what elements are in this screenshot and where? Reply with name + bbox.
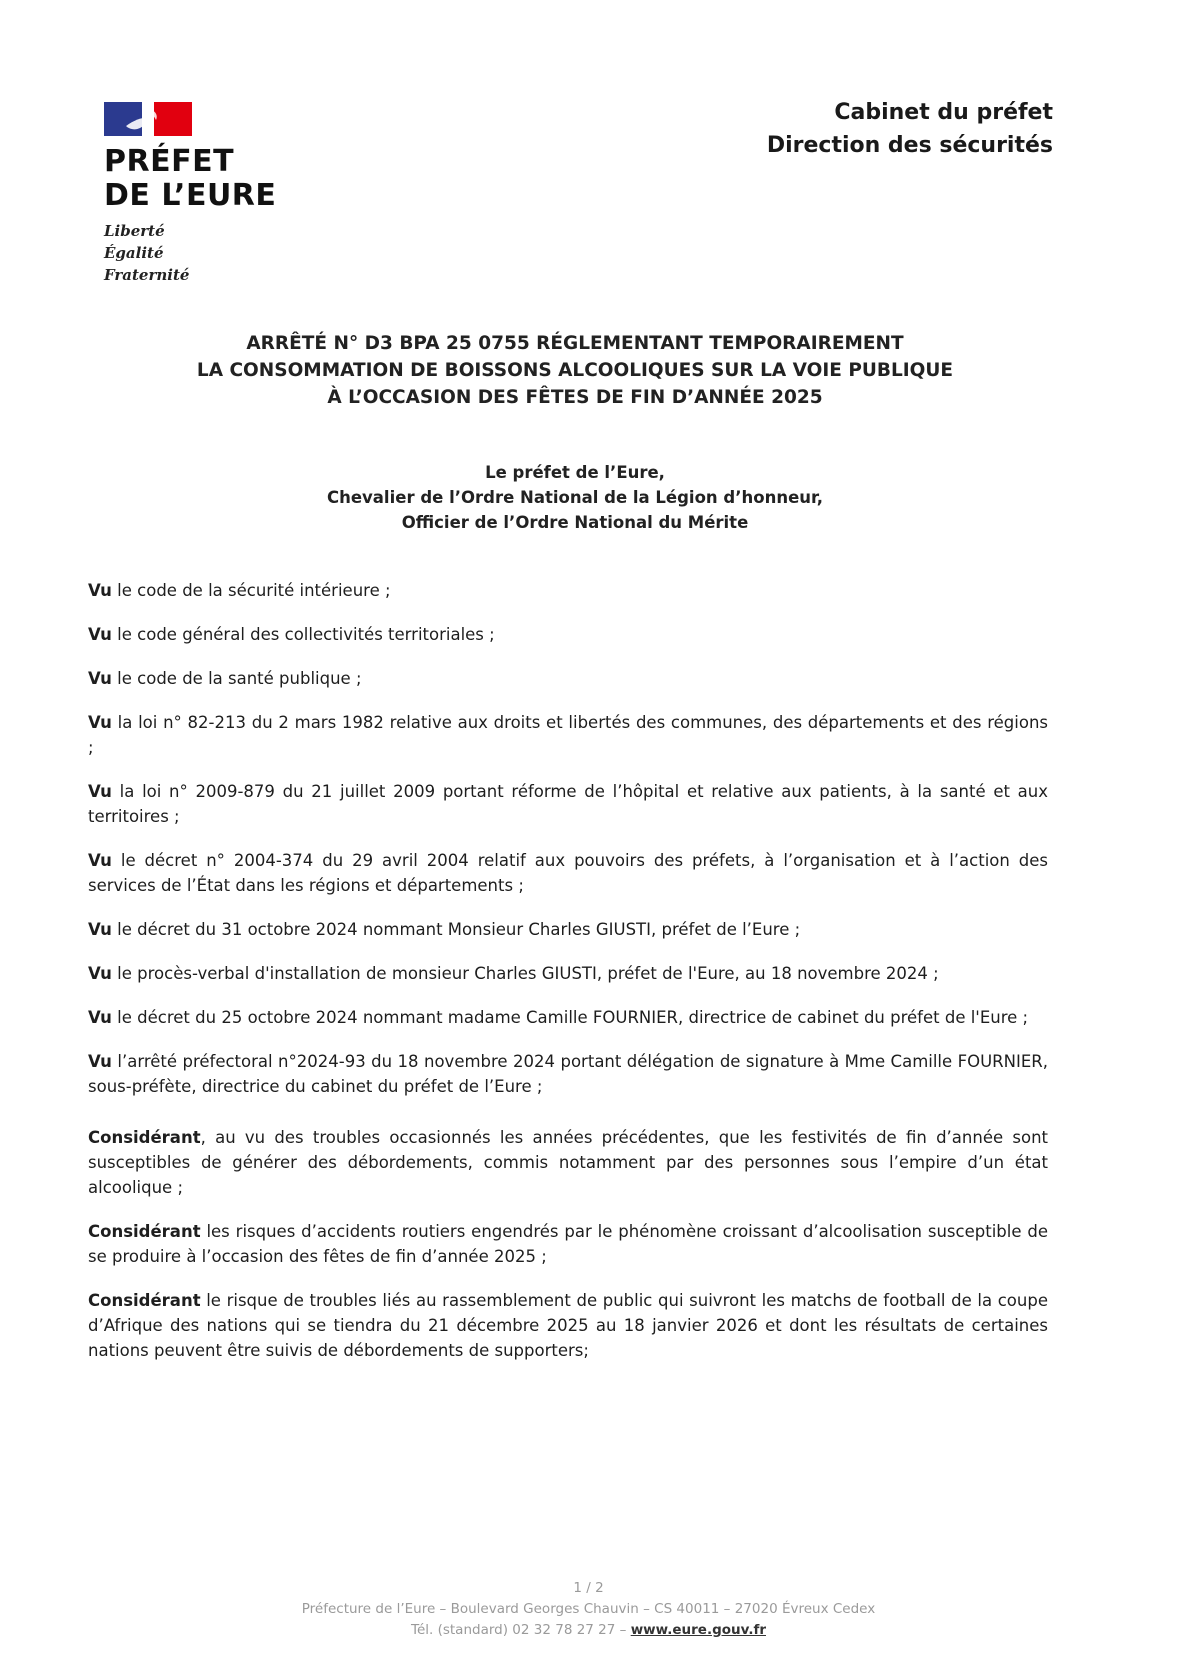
- page-number: 1 / 2: [573, 1580, 604, 1596]
- issuing-authority: [150, 460, 1000, 535]
- recital-paragraph: Vu la loi n° 2009-879 du 21 juillet 2009 portant réforme de l’hôpital et relative aux patients, à la santé et aux territoires ;: [88, 782, 1048, 826]
- issuing-service-line1: Cabinet du préfet: [834, 100, 1053, 125]
- footer-address: Préfecture de l’Eure – Boulevard Georges Chauvin – CS 40011 – 27020 Évreux Cedex: [301, 1601, 876, 1617]
- motto-egalite: Égalité: [104, 244, 164, 262]
- considering-paragraph: Considérant, au vu des troubles occasionnés les années précédentes, que les festivités de fin d’année sont susceptibles de générer des débordements, commis notamment par des personnes sous l’empire d’un état alcoolique ;: [88, 1128, 1048, 1197]
- footer-phone: Tél. (standard) 02 32 78 27 27 –: [411, 1622, 631, 1638]
- prefecture-name: [104, 145, 276, 213]
- recital-paragraph: Vu le décret n° 2004-374 du 29 avril 2004 relatif aux pouvoirs des préfets, à l’organisation et à l’action des services de l’État dans les régions et départements ;: [88, 851, 1048, 895]
- considering-paragraph: Considérant le risque de troubles liés au rassemblement de public qui suivront les matchs de football de la coupe d’Afrique des nations qui se tiendra du 21 décembre 2025 au 18 janvier 2026 et dont les résultats de certaines nations peuvent être suivis de débordements de supporters;: [88, 1291, 1048, 1360]
- motto-liberte: Liberté: [104, 222, 165, 240]
- motto-fraternite: Fraternité: [104, 266, 190, 284]
- decree-title: [100, 330, 1050, 411]
- issuing-service: [767, 96, 1053, 162]
- decree-body: [88, 578, 1048, 1363]
- authority-line2: Chevalier de l’Ordre National de la Légion d’honneur,: [327, 488, 823, 507]
- considering-paragraph: Considérant les risques d’accidents routiers engendrés par le phénomène croissant d’alcoolisation susceptible de se produire à l’occasion des fêtes de fin d’année 2025 ;: [88, 1222, 1048, 1266]
- recital-paragraph: Vu le décret du 31 octobre 2024 nommant Monsieur Charles GIUSTI, préfet de l’Eure ;: [88, 920, 801, 939]
- authority-line3: Officier de l’Ordre National du Mérite: [401, 513, 749, 532]
- decree-title-line2: LA CONSOMMATION DE BOISSONS ALCOOLIQUES SUR LA VOIE PUBLIQUE: [196, 360, 954, 381]
- marianne-logo: [104, 102, 192, 136]
- footer-contact: [0, 1620, 1177, 1641]
- recital-paragraph: Vu le décret du 25 octobre 2024 nommant madame Camille FOURNIER, directrice de cabinet du préfet de l'Eure ;: [88, 1008, 1029, 1027]
- website-link[interactable]: www.eure.gouv.fr: [630, 1622, 766, 1638]
- recital-paragraph: Vu le code général des collectivités territoriales ;: [88, 625, 495, 644]
- prefecture-name-line2: DE L’EURE: [104, 178, 277, 213]
- recital-paragraph: Vu le code de la sécurité intérieure ;: [88, 581, 391, 600]
- recital-paragraph: Vu la loi n° 82-213 du 2 mars 1982 relative aux droits et libertés des communes, des départements et des régions ;: [88, 713, 1048, 757]
- republic-motto: [104, 220, 189, 286]
- recital-paragraph: Vu le procès-verbal d'installation de monsieur Charles GIUSTI, préfet de l'Eure, au 18 novembre 2024 ;: [88, 964, 939, 983]
- recital-paragraph: Vu le code de la santé publique ;: [88, 669, 362, 688]
- prefecture-name-line1: PRÉFET: [104, 144, 235, 179]
- issuing-service-line2: Direction des sécurités: [766, 133, 1053, 158]
- decree-title-line1: ARRÊTÉ N° D3 BPA 25 0755 RÉGLEMENTANT TEMPORAIREMENT: [246, 333, 904, 354]
- authority-line1: Le préfet de l’Eure,: [485, 463, 665, 482]
- decree-title-line3: À L’OCCASION DES FÊTES DE FIN D’ANNÉE 2025: [327, 387, 823, 408]
- recital-paragraph: Vu l’arrêté préfectoral n°2024-93 du 18 novembre 2024 portant délégation de signature à Mme Camille FOURNIER, sous-préfète, directrice du cabinet du préfet de l’Eure ;: [88, 1052, 1048, 1096]
- page-footer: [0, 1578, 1177, 1641]
- marianne-flag-icon: [104, 102, 192, 136]
